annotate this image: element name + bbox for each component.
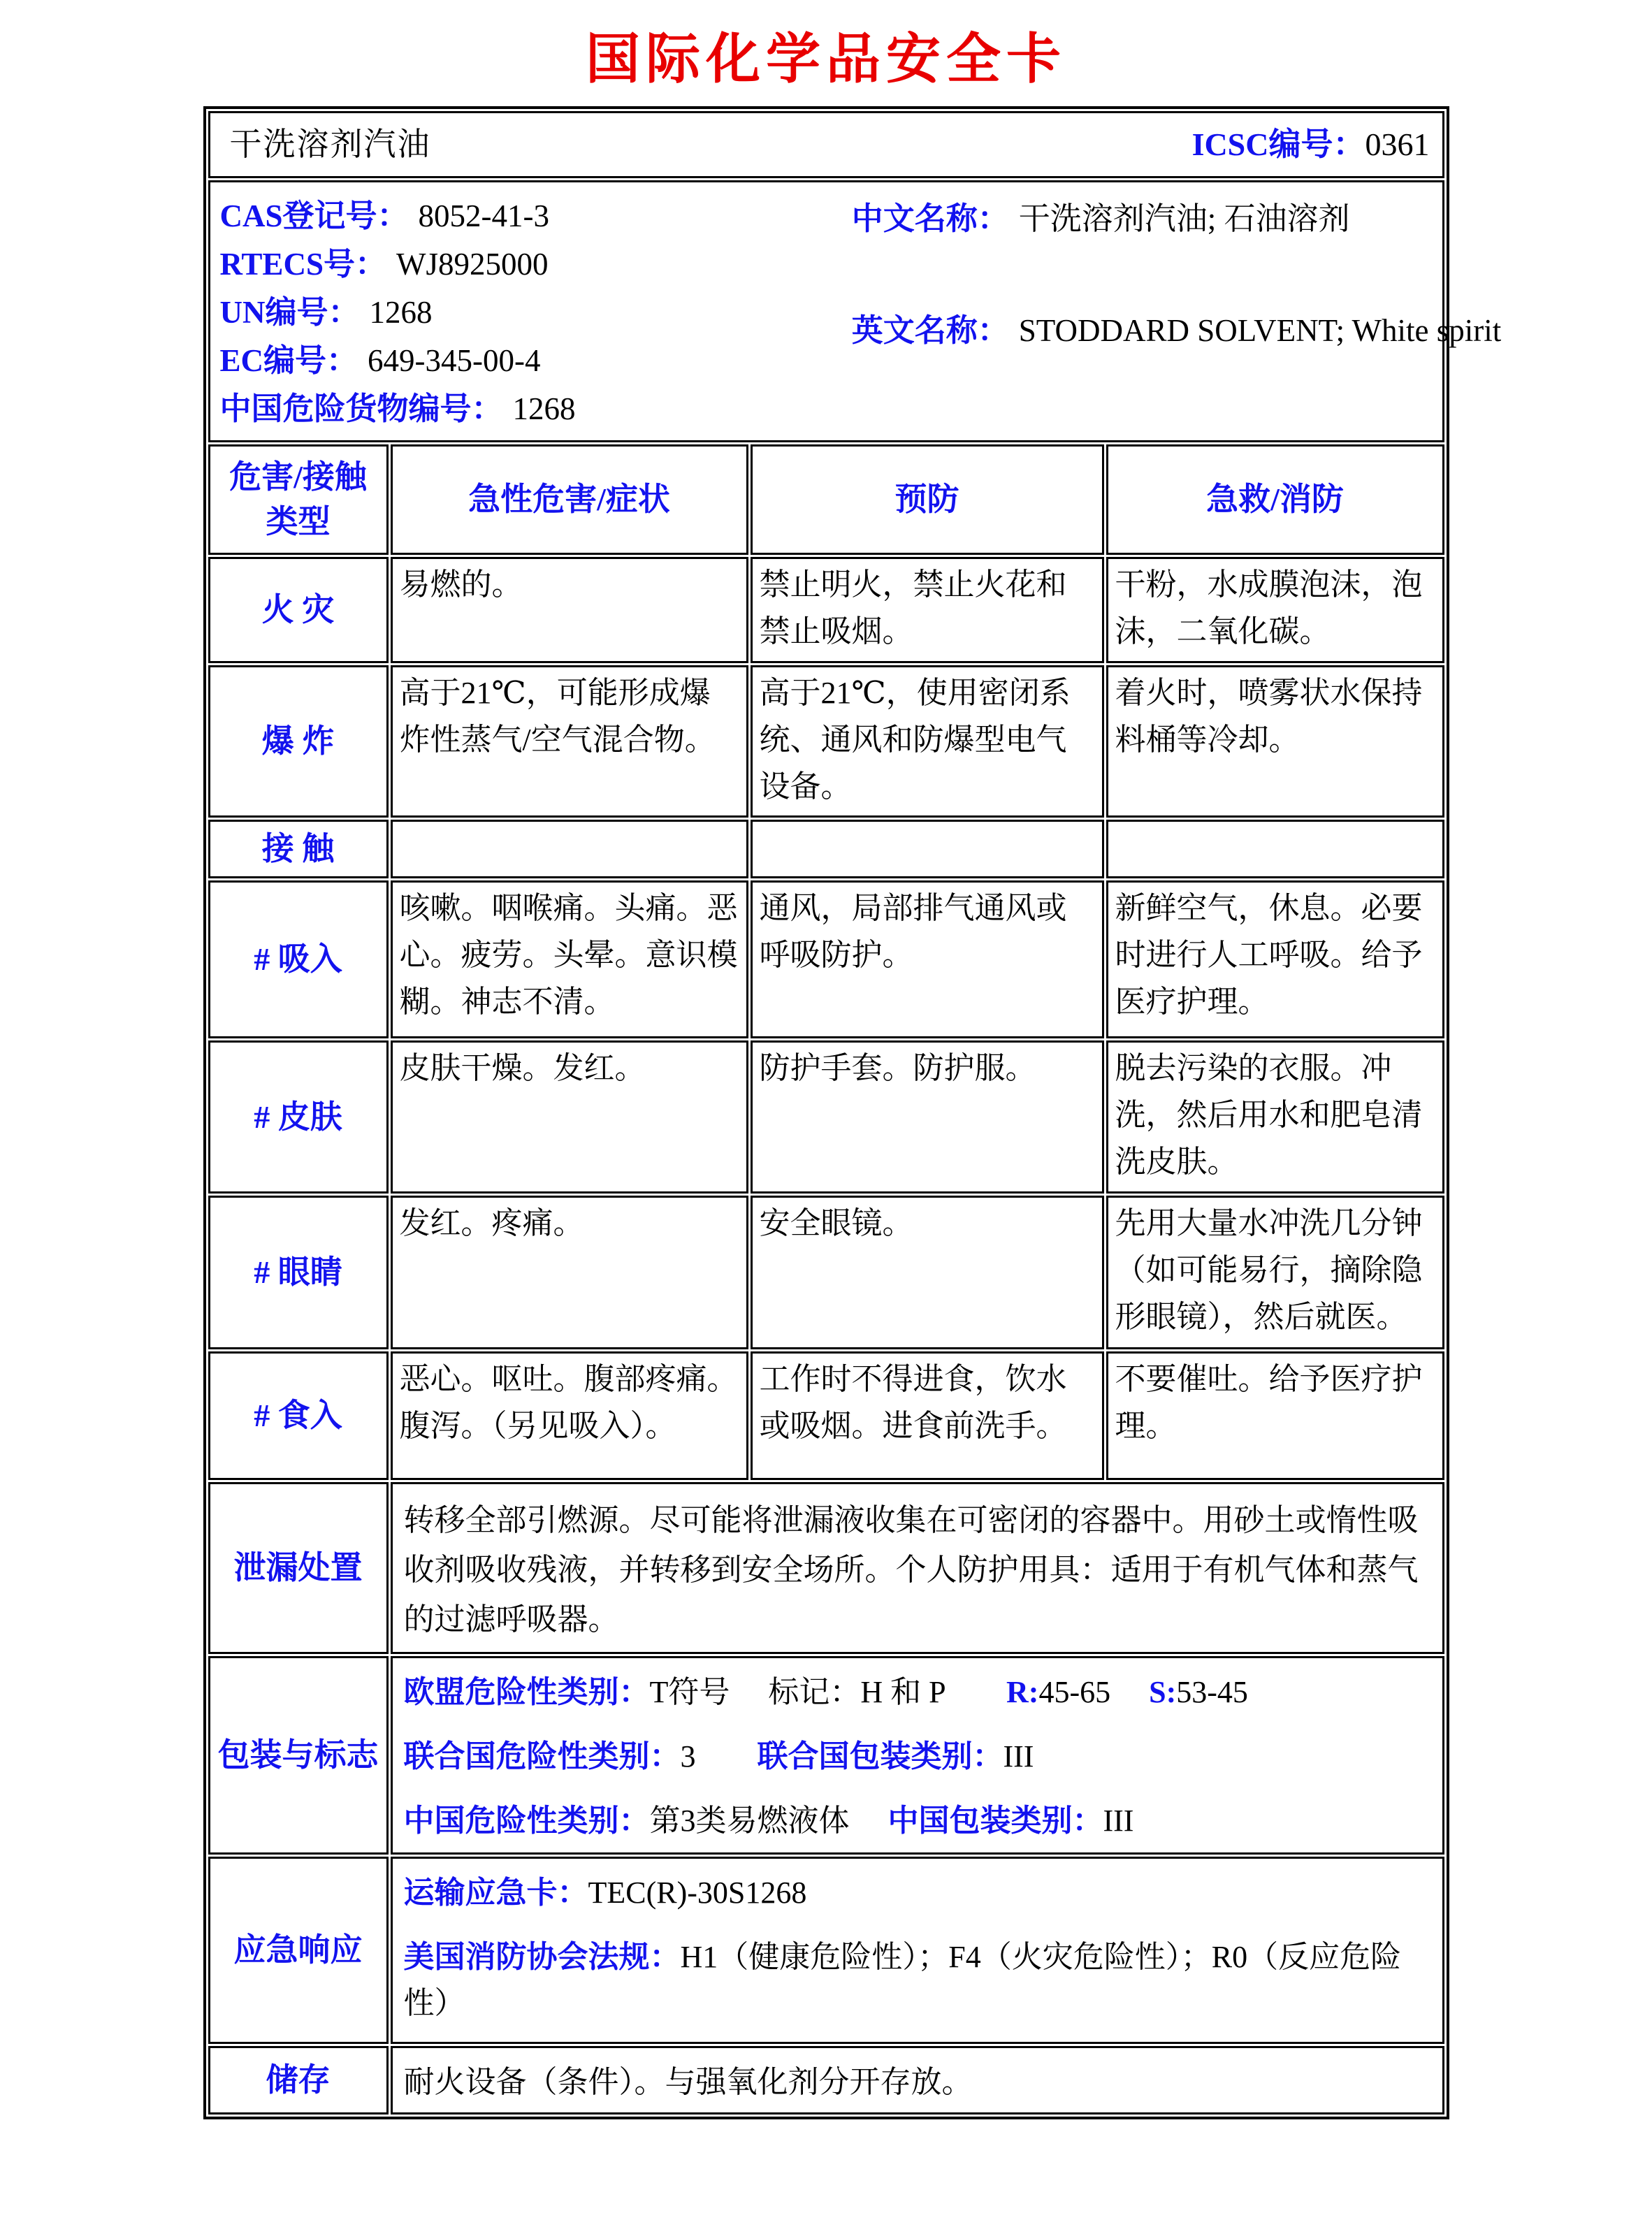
chinese-name-value: 干洗溶剂汽油; 石油溶剂 [1018,201,1350,236]
cas-number-label: CAS登记号： [219,198,409,234]
emergency-line-tec: 运输应急卡：TEC(R)-30S1268 [403,1875,807,1910]
substance-header-row [208,111,1444,178]
header-prevention: 预防 [751,444,1104,555]
rtecs-number-line [220,240,852,289]
ec-number-line [220,337,852,385]
registry-numbers-block [220,192,852,433]
page-title: 国际化学品安全卡 [585,27,1066,91]
row-skin [208,1040,1444,1194]
fire-prevention: 禁止明火，禁止火花和禁止吸烟。 [751,557,1104,663]
skin-symptoms: 皮肤干燥。发红。 [391,1040,748,1194]
exposure-firstaid [1106,820,1444,878]
row-eyes [208,1196,1444,1349]
rtecs-number-value: WJ8925000 [396,247,549,282]
eyes-firstaid: 先用大量水冲洗几分钟（如可能易行，摘除隐形眼镜），然后就医。 [1106,1196,1444,1349]
ingestion-prevention: 工作时不得进食，饮水或吸烟。进食前洗手。 [751,1351,1104,1480]
identifiers-cell [208,180,1502,442]
storage-title: 储存 [208,2046,389,2114]
ingestion-symptoms: 恶心。呕吐。腹部疼痛。腹泻。（另见吸入）。 [391,1351,748,1480]
row-fire [208,557,1444,663]
eyes-symptoms: 发红。疼痛。 [391,1196,748,1349]
packaging-line-eu: 欧盟危险性类别：T符号 标记：H 和 P R:45-65 S:53-45 [403,1674,1248,1709]
storage-content [391,2046,1444,2114]
spillage-line-1: 转移全部引燃源。尽可能将泄漏液收集在可密闭的容器中。用砂土或惰性吸收剂吸收残液，并转移到安全场所。个人防护用具：适用于有机气体和蒸气的过滤呼吸器。 [403,1502,1419,1637]
icsc-card-table [203,106,1502,2119]
ec-number-value: 649-345-00-4 [368,343,541,379]
row-emergency [208,1857,1444,2044]
emergency-title: 应急响应 [208,1857,389,2044]
spillage-content [391,1482,1444,1654]
emergency-content [391,1857,1444,2044]
row-ingestion [208,1351,1444,1480]
ec-number-label: EC编号： [219,343,358,379]
inhalation-prevention: 通风，局部排气通风或呼吸防护。 [751,880,1104,1038]
row-inhalation [208,880,1444,1038]
row-exposure [208,820,1444,878]
exposure-type-label: 接 触 [208,820,389,878]
header-hazard-type: 危害/接触 类型 [208,444,389,555]
ingestion-firstaid: 不要催吐。给予医疗护理。 [1106,1351,1444,1480]
skin-firstaid: 脱去污染的衣服。冲洗，然后用水和肥皂清洗皮肤。 [1106,1040,1444,1194]
un-number-value: 1268 [369,295,433,331]
fire-type-label: 火 灾 [208,557,389,663]
header-acute-symptoms: 急性危害/症状 [391,444,748,555]
english-name-line [851,307,1502,354]
skin-type-label: # 皮肤 [208,1040,389,1194]
inhalation-firstaid: 新鲜空气，休息。必要时进行人工呼吸。给予医疗护理。 [1106,880,1444,1038]
row-explosion [208,665,1444,818]
english-name-label: 英文名称： [851,313,1009,349]
inhalation-type-label: # 吸入 [208,880,389,1038]
cas-number-line [220,192,852,240]
header-firstaid-firefighting: 急救/消防 [1106,444,1444,555]
china-dg-number-label: 中国危险货物编号： [219,391,503,427]
substance-name: 干洗溶剂汽油 [229,126,431,163]
packaging-line-china: 中国危险性类别：第3类易燃液体 中国包装类别：III [403,1803,1134,1838]
china-dg-number-line [220,385,852,433]
un-number-label: UN编号： [219,295,360,331]
exposure-prevention [751,820,1104,878]
explosion-type-label: 爆 炸 [208,665,389,818]
packaging-line-un: 联合国危险性类别：3 联合国包装类别：III [403,1739,1034,1773]
row-packaging [208,1656,1444,1855]
fire-firstaid: 干粉，水成膜泡沫，泡沫，二氧化碳。 [1106,557,1444,663]
explosion-symptoms: 高于21℃，可能形成爆炸性蒸气/空气混合物。 [391,665,748,818]
icsc-number-label: ICSC编号： [1191,126,1365,163]
china-dg-number-value: 1268 [512,391,576,427]
row-storage [208,2046,1444,2114]
explosion-firstaid: 着火时，喷雾状水保持料桶等冷却。 [1106,665,1444,818]
fire-symptoms: 易燃的。 [391,557,748,663]
explosion-prevention: 高于21℃，使用密闭系统、通风和防爆型电气设备。 [751,665,1104,818]
packaging-title: 包装与标志 [208,1656,389,1855]
skin-prevention: 防护手套。防护服。 [751,1040,1104,1194]
packaging-content [391,1656,1444,1855]
substance-header-cell [208,111,1444,178]
cas-number-value: 8052-41-3 [418,198,550,234]
chinese-name-label: 中文名称： [851,201,1009,236]
ingestion-type-label: # 食入 [208,1351,389,1480]
eyes-type-label: # 眼睛 [208,1196,389,1349]
exposure-symptoms [391,820,748,878]
storage-line-1: 耐火设备（条件）。与强氧化剂分开存放。 [403,2064,973,2099]
un-number-line [220,289,852,337]
rtecs-number-label: RTECS号： [219,247,386,282]
chinese-name-line [852,195,1435,242]
row-spillage [208,1482,1444,1654]
eyes-prevention: 安全眼镜。 [751,1196,1104,1349]
english-name-value: STODDARD SOLVENT; White spirit [1018,313,1502,349]
hazard-table-header-row [208,444,1444,555]
inhalation-symptoms: 咳嗽。咽喉痛。头痛。恶心。疲劳。头晕。意识模糊。神志不清。 [391,880,748,1038]
identifiers-row [208,180,1444,442]
names-block [851,192,1502,433]
emergency-line-nfpa: 美国消防协会法规：H1（健康危险性）；F4（火灾危险性）；R0（反应危险性） [403,1939,1402,2020]
spillage-title: 泄漏处置 [208,1482,389,1654]
icsc-number-group [1192,120,1430,169]
icsc-number-value: 0361 [1365,126,1430,163]
